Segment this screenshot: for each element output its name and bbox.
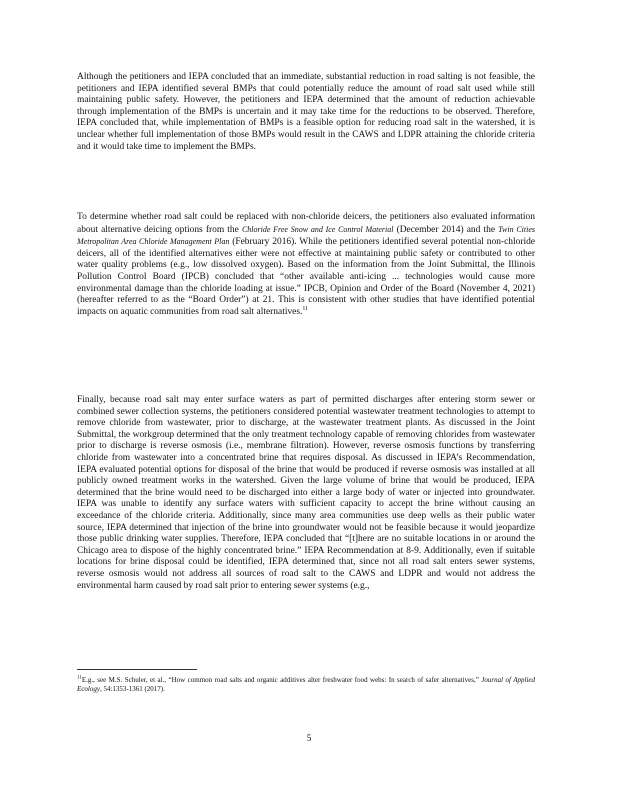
footnote-text: E.g., see M.S. Schuler, et al., “How common road salts and organic additives alter freshwater food webs: In search of safer alternatives,” (81, 676, 479, 684)
footnote (77, 676, 535, 694)
p2-text-end: (February 2016). While the petitioners identified several potential non-chloride deicers, all of the identified alternatives either were not effective at maintaining public safety or contributed to other water quality problems (e.g., low dissolved oxygen). Based on the information from the Joint Submittal, the Illinois Pollution Control Board (IPCB) concluded that “other available anti-icing ... technologies would cause more environmental damage than the chloride loading at issue.” IPCB, Opinion and Order of the Board (November 4, 2021) (hereafter referred to as the “Board Order”) at 21. This is consistent with other studies that have identified potential impacts on aquatic communities from road salt alternatives. (77, 237, 535, 317)
p2-text-start: To determine whether road salt could be replaced with non-chloride deicers, the petitioners also evaluated information about alternative deicing options from the (77, 212, 535, 235)
ref-twin-cities-plan: Twin Cities Metropolitan Area Chloride Management Plan (77, 224, 535, 247)
paragraph-wastewater: Finally, because road salt may enter surface waters as part of permitted discharges after entering storm sewer or combined sewer collection systems, the petitioners considered potential wastewater treatment technologies to attempt to remove chloride from wastewater, prior to discharge, at the wastewater treatment plants. As discussed in the Joint Submittal, the workgroup determined that the only treatment technology capable of removing chlorides from wastewater prior to discharge is reverse osmosis (i.e., membrane filtration). However, reverse osmosis functions by transferring chloride from wastewater into a concentrated brine that requires disposal. As discussed in IEPA’s Recommendation, IEPA evaluated potential options for disposal of the brine that would be produced if reverse osmosis was installed at all publicly owned treatment works in the watershed. Given the large volume of brine that would be produced, IEPA determined that the brine would need to be discharged into either a large body of water or injected into groundwater. IEPA was unable to identify any surface waters with sufficient capacity to accept the brine without causing an exceedance of the chloride criteria. Additionally, since many area communities use deep wells as their public water source, IEPA determined that injection of the brine into groundwater would not be feasible because it would jeopardize those public drinking water supplies. Therefore, IEPA concluded that “[t]here are no suitable locations in or around the Chicago area to dispose of the highly concentrated brine.” IEPA Recommendation at 8-9. Additionally, even if suitable locations for brine disposal could be identified, IEPA determined that, since not all road salt enters sewer systems, reverse osmosis would not address all sources of road salt to the CAWS and LDPR and would not address the environmental harm caused by road salt prior to entering sewer systems (e.g., (77, 395, 535, 591)
paragraph-deicers (77, 212, 535, 318)
footnote-number: 11 (77, 675, 82, 681)
paragraph-bmps: Although the petitioners and IEPA concluded that an immediate, substantial reduction in road salting is not feasible, the petitioners and IEPA identified several BMPs that could potentially reduce the amount of road salt used while still maintaining public safety. However, the petitioners and IEPA determined that the amount of reduction achievable through implementation of the BMPs is uncertain and it may take time for the reductions to be observed. Therefore, IEPA concluded that, while implementation of BMPs is a feasible option for reducing road salt in the watershed, it is unclear whether full implementation of those BMPs would result in the CAWS and LDPR attaining the chloride criteria and it would take time to implement the BMPs. (77, 72, 535, 152)
ref-chloride-free-snow: Chloride Free Snow and Ice Control Material (241, 224, 394, 234)
footnote-reference[interactable]: 11 (302, 305, 309, 312)
footnote-divider (77, 669, 197, 670)
p2-text-mid: (December 2014) and the (396, 224, 496, 235)
footnote-journal: Journal of Applied Ecology (77, 676, 536, 694)
footnote-citation: , 54:1353-1361 (2017). (99, 685, 165, 694)
page-number: 5 (306, 734, 312, 744)
